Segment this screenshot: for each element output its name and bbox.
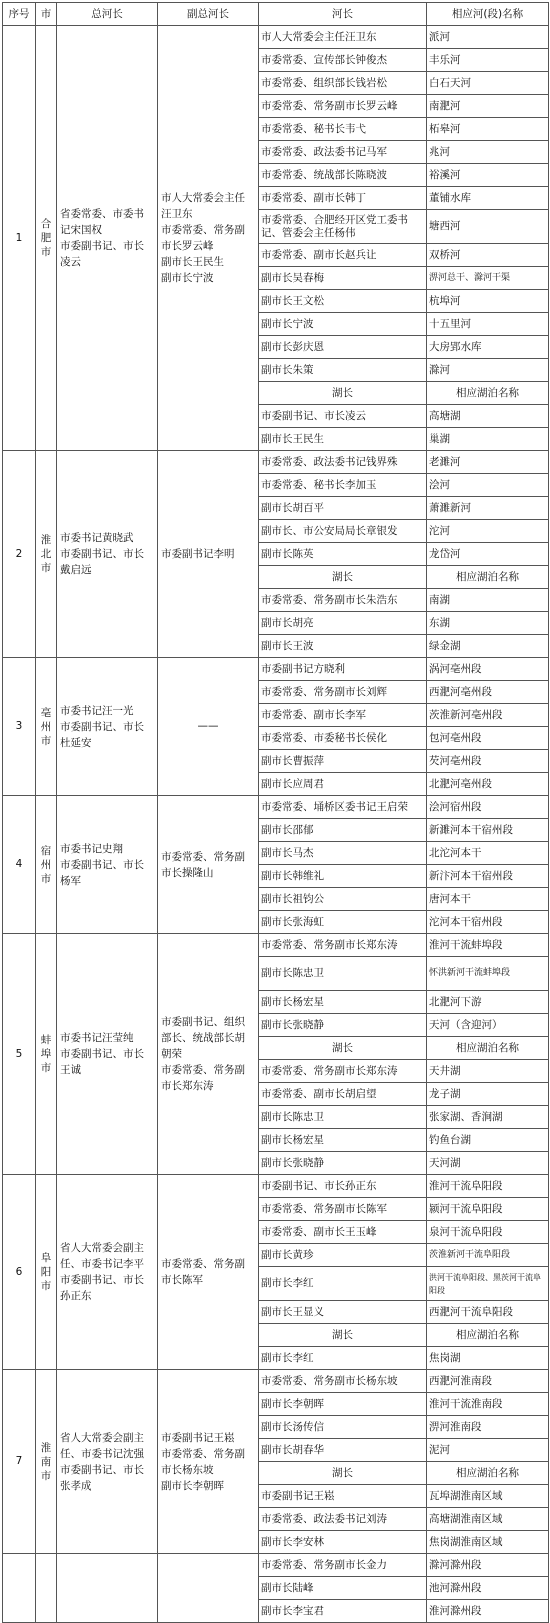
- deputy-cell: [158, 796, 259, 934]
- lake-chief: 市委常委、常务副市长郑东涛: [259, 1060, 427, 1083]
- river-chief: 副市长李红: [259, 1267, 427, 1301]
- river-chief: 副市长宁波: [259, 313, 427, 336]
- deputy-line: 市委副书记、组织部长、统战部长胡朝荣: [161, 1016, 245, 1060]
- table-row: [3, 1175, 549, 1198]
- river-name: 泥河: [427, 1439, 549, 1462]
- river-name: 唐河本干: [427, 888, 549, 911]
- lake-chief: 副市长杨宏星: [259, 1129, 427, 1152]
- lake-chief: 市委常委、副市长胡启望: [259, 1083, 427, 1106]
- header-river-name: 相应河(段)名称: [427, 3, 549, 26]
- lake-name: 天河湖: [427, 1152, 549, 1175]
- river-chief: 副市长彭庆恩: [259, 336, 427, 359]
- river-chief: 市委常委、政法委书记马军: [259, 141, 427, 164]
- river-chief: 市委常委、副市长赵兵让: [259, 244, 427, 267]
- river-chief: 副市长汤传信: [259, 1416, 427, 1439]
- row-number: 1: [3, 26, 36, 451]
- lake-name: 焦岗湖淮南区域: [427, 1531, 549, 1554]
- lake-chief: 副市长陈忠卫: [259, 1106, 427, 1129]
- river-chief: 副市长王显义: [259, 1301, 427, 1324]
- lake-name: 瓦埠湖淮南区域: [427, 1485, 549, 1508]
- lake-chief: 市委副书记、市长凌云: [259, 405, 427, 428]
- river-name: 淮河干流阜阳段: [427, 1175, 549, 1198]
- river-chief: 市委副书记、市长孙正东: [259, 1175, 427, 1198]
- river-name: 淮河滁州段: [427, 1600, 549, 1623]
- river-chief: 副市长陈英: [259, 543, 427, 566]
- table-row: [3, 934, 549, 957]
- river-name: 颍河干流阜阳段: [427, 1198, 549, 1221]
- river-chief: 副市长朱策: [259, 359, 427, 382]
- table-row: [3, 1370, 549, 1393]
- chief-line: 省人大常委会副主任、市委书记李平: [60, 1242, 144, 1270]
- river-name: 老濉河: [427, 451, 549, 474]
- header-row: [3, 3, 549, 26]
- river-chief: 副市长陈忠卫: [259, 957, 427, 991]
- deputy-line: 副市长王民生: [161, 256, 224, 268]
- lake-chief-header: 湖长: [259, 1462, 427, 1485]
- chief-line: 市委副书记、市长孙正东: [60, 1274, 144, 1302]
- river-name: 涡河亳州段: [427, 658, 549, 681]
- river-chief: 副市长、市公安局局长章银发: [259, 520, 427, 543]
- river-name: 西淝河淮南段: [427, 1370, 549, 1393]
- deputy-cell: [158, 26, 259, 451]
- river-chief: 市委常委、秘书长韦弋: [259, 118, 427, 141]
- lake-chief: 副市长张晓静: [259, 1152, 427, 1175]
- river-chief: 副市长邵郁: [259, 819, 427, 842]
- chief-line: 市委副书记、市长戴启远: [60, 548, 144, 576]
- header-chief: 总河长: [57, 3, 158, 26]
- city-name: [36, 1370, 57, 1554]
- table-body: [3, 26, 549, 1623]
- chief-line: 市委副书记、市长凌云: [60, 240, 144, 268]
- river-name: 包河亳州段: [427, 727, 549, 750]
- lake-name-header: 相应湖泊名称: [427, 1037, 549, 1060]
- lake-chief: 副市长李红: [259, 1347, 427, 1370]
- chief-cell: [57, 1370, 158, 1554]
- chief-cell: [57, 1554, 158, 1623]
- row-number: 2: [3, 451, 36, 658]
- lake-chief-header: 湖长: [259, 382, 427, 405]
- deputy-line: 市委副书记王崧: [161, 1431, 235, 1444]
- river-chief: 市委常委、秘书长李加玉: [259, 474, 427, 497]
- chief-line: 市委书记史翔: [60, 842, 123, 855]
- chief-cell: [57, 1175, 158, 1370]
- deputy-line: 市委常委、常务副市长郑东涛: [161, 1064, 245, 1092]
- river-chief: 市委常委、常务副市长陈军: [259, 1198, 427, 1221]
- lake-chief: 市委常委、政法委书记刘涛: [259, 1508, 427, 1531]
- chief-cell: [57, 26, 158, 451]
- river-chief: 市委常委、宣传部长钟俊杰: [259, 49, 427, 72]
- lake-name: 张家湖、香涧湖: [427, 1106, 549, 1129]
- chief-line: 省人大常委会副主任、市委书记沈强: [60, 1431, 144, 1460]
- river-name: 西淝河干流阜阳段: [427, 1301, 549, 1324]
- river-chief: 市委常委、统战部长陈晓波: [259, 164, 427, 187]
- city-name-text: 亳州市: [40, 706, 52, 747]
- city-name: [36, 1554, 57, 1623]
- river-name: 茨淮新河亳州段: [427, 704, 549, 727]
- lake-name: 南湖: [427, 589, 549, 612]
- deputy-cell: [158, 451, 259, 658]
- river-chief: 市委常委、副市长王玉峰: [259, 1221, 427, 1244]
- row-number: [3, 1554, 36, 1623]
- lake-chief: 市委常委、常务副市长朱浩东: [259, 589, 427, 612]
- deputy-cell: [158, 1175, 259, 1370]
- river-chief: 副市长李朝晖: [259, 1393, 427, 1416]
- river-name: 淮河干流淮南段: [427, 1393, 549, 1416]
- river-name: 塘西河: [427, 210, 549, 244]
- chief-line: 市委书记汪一光: [60, 704, 134, 717]
- chief-line: 省委常委、市委书记宋国权: [60, 208, 144, 236]
- river-name: 柘皋河: [427, 118, 549, 141]
- river-name: 裕溪河: [427, 164, 549, 187]
- row-number: 6: [3, 1175, 36, 1370]
- river-chief: 市委常委、副市长李军: [259, 704, 427, 727]
- river-name: 西淝河亳州段: [427, 681, 549, 704]
- river-chief: 市委常委、常务副市长金力: [259, 1554, 427, 1577]
- river-name: 大房郢水库: [427, 336, 549, 359]
- lake-name: 龙子湖: [427, 1083, 549, 1106]
- river-chief: 副市长吴春梅: [259, 267, 427, 290]
- city-name: [36, 796, 57, 934]
- city-name-text: 淮北市: [40, 534, 52, 574]
- lake-chief: 副市长胡亮: [259, 612, 427, 635]
- lake-name: 钓鱼台湖: [427, 1129, 549, 1152]
- river-name: 怀洪新河干流蚌埠段: [427, 957, 549, 991]
- river-name: 丰乐河: [427, 49, 549, 72]
- deputy-line: 副市长李朝晖: [161, 1479, 224, 1492]
- river-chief: 副市长胡春华: [259, 1439, 427, 1462]
- lake-name-header: 相应湖泊名称: [427, 1324, 549, 1347]
- deputy-line: 市人大常委会主任汪卫东: [161, 192, 245, 220]
- chief-cell: [57, 796, 158, 934]
- river-chief: 市委常委、常务副市长郑东涛: [259, 934, 427, 957]
- river-chief: 副市长韩维礼: [259, 865, 427, 888]
- deputy-line: 市委常委、常务副市长罗云峰: [161, 224, 245, 252]
- city-name: [36, 658, 57, 796]
- deputy-cell: [158, 1554, 259, 1623]
- lake-chief: 副市长王波: [259, 635, 427, 658]
- lake-name-header: 相应湖泊名称: [427, 1462, 549, 1485]
- lake-name-header: 相应湖泊名称: [427, 382, 549, 405]
- river-name: 北沱河本干: [427, 842, 549, 865]
- river-chief: 市委常委、政法委书记钱界殊: [259, 451, 427, 474]
- river-name: 新濉河本干宿州段: [427, 819, 549, 842]
- river-name: 沱河本干宿州段: [427, 911, 549, 934]
- river-name: 沱河: [427, 520, 549, 543]
- river-name: 杭埠河: [427, 290, 549, 313]
- city-name: [36, 934, 57, 1175]
- river-name: 龙岱河: [427, 543, 549, 566]
- header-no: 序号: [3, 3, 36, 26]
- city-name: [36, 26, 57, 451]
- lake-name: 高塘湖淮南区域: [427, 1508, 549, 1531]
- river-chief: 副市长陆峰: [259, 1577, 427, 1600]
- river-name: 派河: [427, 26, 549, 49]
- deputy-line: 市委常委、常务副市长杨东坡: [161, 1447, 245, 1476]
- chief-line: 市委书记汪莹纯: [60, 1032, 134, 1044]
- river-chief: 副市长李宝君: [259, 1600, 427, 1623]
- deputy-cell: [158, 934, 259, 1175]
- river-name: 淮河干流蚌埠段: [427, 934, 549, 957]
- city-name-text: 蚌埠市: [40, 1034, 52, 1074]
- river-chief: 副市长王文松: [259, 290, 427, 313]
- river-chief: 市委常委、常务副市长刘辉: [259, 681, 427, 704]
- row-number: 5: [3, 934, 36, 1175]
- river-name: 白石天河: [427, 72, 549, 95]
- river-name: 洪河干流阜阳段、黑茨河干流阜阳段: [427, 1267, 549, 1301]
- city-name-text: 宿州市: [40, 844, 52, 885]
- lake-name: 天井湖: [427, 1060, 549, 1083]
- river-name: 萧濉新河: [427, 497, 549, 520]
- river-chief: 市委常委、合肥经开区党工委书记、管委会主任杨伟: [259, 210, 427, 244]
- table-row: [3, 796, 549, 819]
- chief-line: 市委副书记、市长张孝成: [60, 1463, 144, 1492]
- chief-line: 市委副书记、市长杜延安: [60, 720, 144, 749]
- table-row: [3, 1554, 549, 1577]
- river-chief-table: [2, 2, 549, 1623]
- river-chief: 市委常委、常务副市长杨东坡: [259, 1370, 427, 1393]
- table-row: [3, 26, 549, 49]
- lake-name: 焦岗湖: [427, 1347, 549, 1370]
- city-name: [36, 1175, 57, 1370]
- lake-chief: 副市长王民生: [259, 428, 427, 451]
- river-name: 淠河总干、滁河干渠: [427, 267, 549, 290]
- deputy-cell: [158, 1370, 259, 1554]
- river-name: 滁河: [427, 359, 549, 382]
- river-chief: 副市长曹振萍: [259, 750, 427, 773]
- deputy-line: 市委副书记李明: [161, 548, 235, 560]
- table-row: [3, 451, 549, 474]
- deputy-line: 市委常委、常务副市长陈军: [161, 1258, 245, 1286]
- river-chief: 副市长张海虹: [259, 911, 427, 934]
- deputy-line: 市委常委、常务副市长操隆山: [161, 850, 245, 879]
- river-name: 新汴河本干宿州段: [427, 865, 549, 888]
- river-chief: 市委常委、副市长韩丁: [259, 187, 427, 210]
- river-chief: 副市长应周君: [259, 773, 427, 796]
- river-name: 淠河淮南段: [427, 1416, 549, 1439]
- lake-chief-header: 湖长: [259, 1037, 427, 1060]
- chief-line: 市委副书记、市长杨军: [60, 858, 144, 887]
- lake-chief-header: 湖长: [259, 1324, 427, 1347]
- river-chief: 副市长张晓静: [259, 1014, 427, 1037]
- city-name-text: 阜阳市: [40, 1252, 52, 1292]
- river-name: 滁河滁州段: [427, 1554, 549, 1577]
- row-number: 3: [3, 658, 36, 796]
- lake-name: 高塘湖: [427, 405, 549, 428]
- row-number: 7: [3, 1370, 36, 1554]
- river-name: 十五里河: [427, 313, 549, 336]
- city-name-text: 淮南市: [40, 1441, 52, 1482]
- city-name: [36, 451, 57, 658]
- chief-cell: [57, 934, 158, 1175]
- chief-line: 市委副书记、市长王诚: [60, 1048, 144, 1076]
- river-chief: 副市长胡百平: [259, 497, 427, 520]
- river-chief: 市委常委、埇桥区委书记王启荣: [259, 796, 427, 819]
- river-chief: 市人大常委会主任汪卫东: [259, 26, 427, 49]
- row-number: 4: [3, 796, 36, 934]
- river-chief: 市委副书记方晓利: [259, 658, 427, 681]
- chief-line: 市委书记黄晓武: [60, 532, 134, 544]
- lake-name: 东湖: [427, 612, 549, 635]
- river-name: 浍河: [427, 474, 549, 497]
- river-name: 董铺水库: [427, 187, 549, 210]
- river-name: 泉河干流阜阳段: [427, 1221, 549, 1244]
- header-deputy: 副总河长: [158, 3, 259, 26]
- river-name: 芡河亳州段: [427, 750, 549, 773]
- river-name: 双桥河: [427, 244, 549, 267]
- lake-name-header: 相应湖泊名称: [427, 566, 549, 589]
- lake-chief: 市委副书记王崧: [259, 1485, 427, 1508]
- deputy-line: 副市长宁波: [161, 272, 214, 284]
- river-name: 浍河宿州段: [427, 796, 549, 819]
- chief-cell: [57, 451, 158, 658]
- river-chief: 副市长祖钧公: [259, 888, 427, 911]
- river-name: 池河滁州段: [427, 1577, 549, 1600]
- river-chief: 副市长马杰: [259, 842, 427, 865]
- lake-name: 绿金湖: [427, 635, 549, 658]
- river-chief: 市委常委、常务副市长罗云峰: [259, 95, 427, 118]
- river-name: 天河（含迎河）: [427, 1014, 549, 1037]
- river-name: 南淝河: [427, 95, 549, 118]
- river-name: 兆河: [427, 141, 549, 164]
- river-chief: 市委常委、市委秘书长侯化: [259, 727, 427, 750]
- lake-chief: 副市长李安林: [259, 1531, 427, 1554]
- deputy-cell: ——: [158, 658, 259, 796]
- city-name-text: 合肥市: [40, 218, 52, 258]
- river-name: 茨淮新河干流阜阳段: [427, 1244, 549, 1267]
- river-chief: 市委常委、组织部长钱岩松: [259, 72, 427, 95]
- river-chief: 副市长黄珍: [259, 1244, 427, 1267]
- river-name: 北淝河下游: [427, 991, 549, 1014]
- river-name: 北淝河亳州段: [427, 773, 549, 796]
- table-row: [3, 658, 549, 681]
- lake-chief-header: 湖长: [259, 566, 427, 589]
- chief-cell: [57, 658, 158, 796]
- header-city: 市: [36, 3, 57, 26]
- header-river-chief: 河长: [259, 3, 427, 26]
- river-chief: 副市长杨宏星: [259, 991, 427, 1014]
- lake-name: 巢湖: [427, 428, 549, 451]
